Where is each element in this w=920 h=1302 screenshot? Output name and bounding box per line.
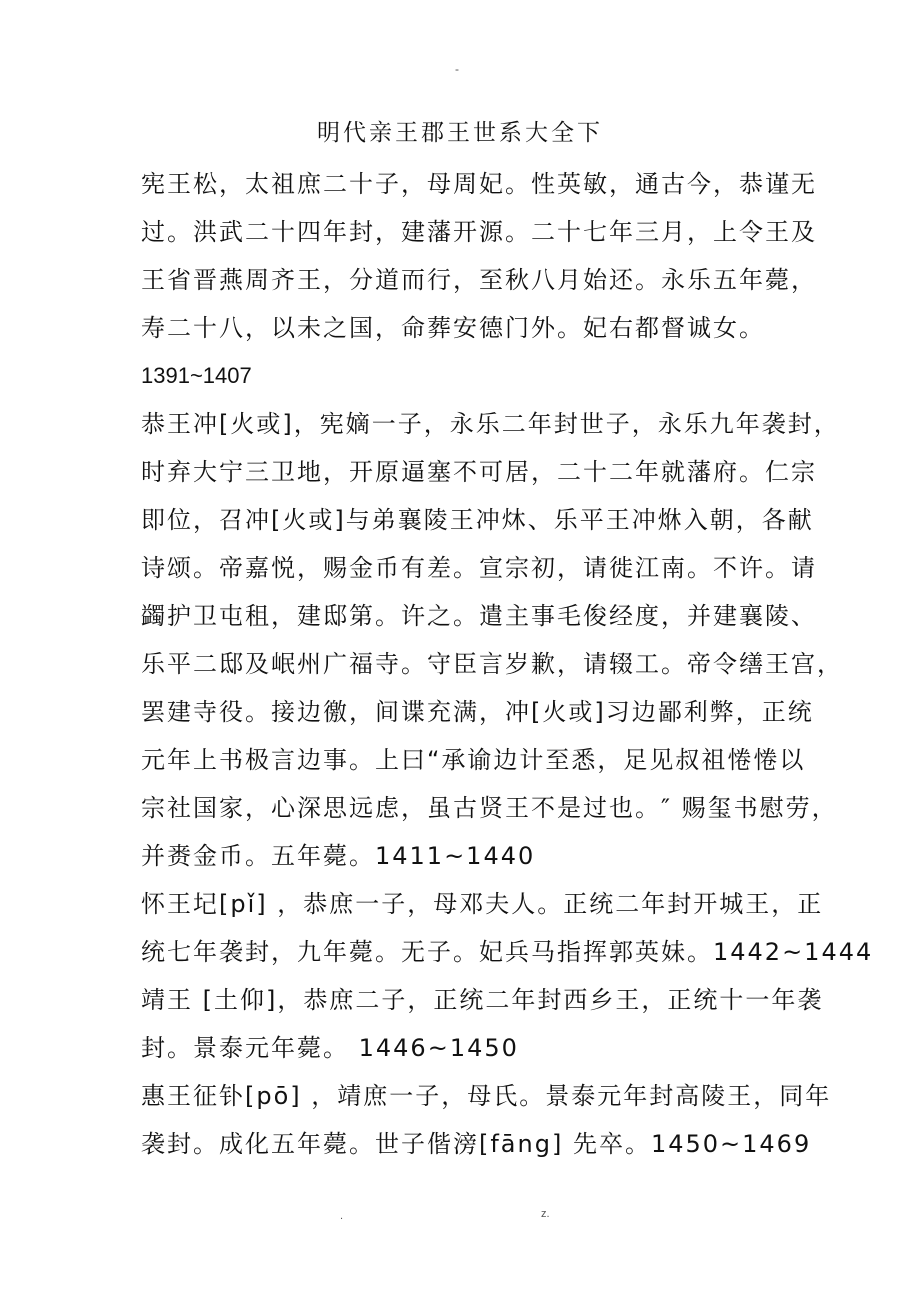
text-line: 即位，召冲[火或]与弟襄陵王冲炑、乐平王冲烌入朝，各献 — [141, 506, 814, 534]
text-line: 诗颂。帝嘉悦，赐金币有差。宣宗初，请徙江南。不许。请 — [141, 554, 817, 582]
text-line: 统七年袭封，九年薨。无子。妃兵马指挥郭英妹。1442~1444 — [141, 938, 874, 966]
page-title: 明代亲王郡王世系大全下 — [317, 120, 603, 146]
text-line: 袭封。成化五年薨。世子偕滂[fāng] 先卒。1450~1469 — [141, 1130, 812, 1158]
text-line: 靖王 [土仰]，恭庶二子，正统二年封西乡王，正统十一年袭 — [141, 986, 824, 1014]
footer-page-number: z. — [541, 1208, 550, 1220]
header-mark: - — [455, 62, 459, 76]
footer-dot: . — [340, 1210, 344, 1222]
text-line: 怀王圮[pǐ] ，恭庶一子，母邓夫人。正统二年封开城王，正 — [141, 890, 824, 918]
text-line: 王省晋燕周齐王，分道而行，至秋八月始还。永乐五年薨， — [141, 266, 817, 294]
text-line: 罢建寺役。接边徼，间谍充满，冲[火或]习边鄙利弊，正统 — [141, 698, 814, 726]
text-line: 宪王松，太祖庶二十子，母周妃。性英敏，通古今，恭谨无 — [141, 170, 817, 198]
text-line: 寿二十八，以未之国，命葬安德门外。妃右都督诚女。 — [141, 314, 765, 342]
text-line-years: 1391~1407 — [141, 363, 252, 388]
text-line: 宗社国家，心深思远虑，虽古贤王不是过也。″ 赐玺书慰劳， — [141, 794, 838, 822]
body-text — [141, 160, 874, 1168]
text-line: 过。洪武二十四年封，建藩开源。二十七年三月，上令王及 — [141, 218, 817, 246]
text-line: 惠王征钋[pō] ，靖庶一子，母氏。景泰元年封高陵王，同年 — [141, 1082, 832, 1110]
text-line: 恭王冲[火或]，宪嫡一子，永乐二年封世子，永乐九年袭封， — [141, 410, 840, 438]
text-line: 蠲护卫屯租，建邸第。许之。遣主事毛俊经度，并建襄陵、 — [141, 602, 817, 630]
text-line: 乐平二邸及岷州广福寺。守臣言岁歉，请辍工。帝令缮王宫， — [141, 650, 843, 678]
text-line: 封。景泰元年薨。 1446~1450 — [141, 1034, 519, 1062]
text-line: 元年上书极言边事。上曰“承谕边计至悉，足见叔祖惓惓以 — [141, 746, 806, 774]
text-line: 时弃大宁三卫地，开原逼塞不可居，二十二年就藩府。仁宗 — [141, 458, 817, 486]
text-line: 并赉金币。五年薨。1411~1440 — [141, 842, 536, 870]
